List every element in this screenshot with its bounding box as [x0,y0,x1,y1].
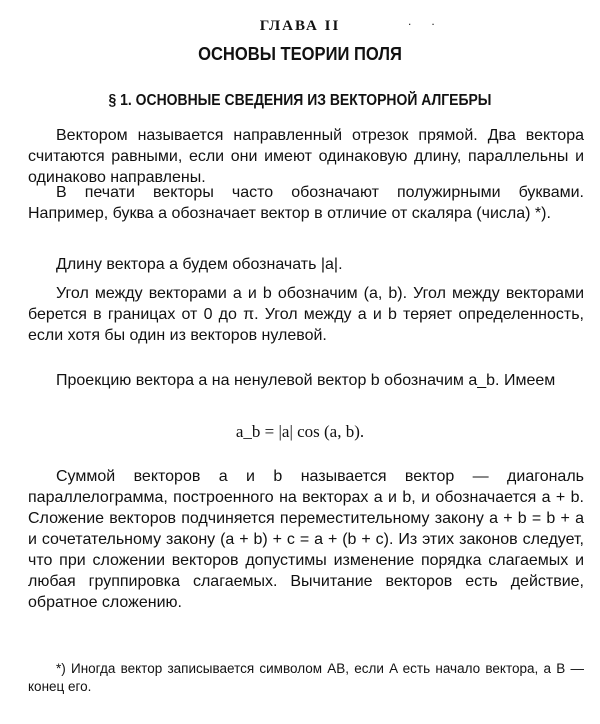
paragraph-text: Длину вектора a будем обозначать |a|. [56,256,343,273]
paragraph-text: В печати векторы часто обозначают полужирными буквами. Например, буква a обозначает вектор в отличие от скаляра (числа) *). [28,184,584,222]
paragraph-notation [28,182,584,224]
paragraph-projection [28,370,584,391]
footnote [28,660,584,696]
footnote-text: *) Иногда вектор записывается символом AB, если A есть начало вектора, а B — конец его. [28,661,584,694]
paragraph-text: Суммой векторов a и b называется вектор — диагональ параллелограмма, построенного на векторах a и b, и обозначается a + b. Сложение векторов подчиняется переместительному закону a + b = b + a и сочетательному закону (a + b) + c = a + (b + c). Из этих законов следует, что при сложении векторов допустимы изменение порядка слагаемых и любая группировка слагаемых. Вычитание векторов есть действие, обратное сложению. [28,468,584,611]
print-specks: . . [408,14,435,28]
section-title: § 1. ОСНОВНЫЕ СВЕДЕНИЯ ИЗ ВЕКТОРНОЙ АЛГЕБРЫ [108,92,492,109]
paragraph-sum [28,466,584,613]
paragraph-text: Угол между векторами a и b обозначим (a, b). Угол между векторами берется в границах от 0 до π. Угол между a и b теряет определенность, если хотя бы один из векторов нулевой. [28,285,584,344]
paragraph-angle [28,283,584,346]
chapter-label: ГЛАВА II [259,18,341,34]
projection-formula: a_b = |a| cos (a, b). [235,422,365,441]
paragraph-text: Вектором называется направленный отрезок прямой. Два вектора считаются равными, если они имеют одинаковую длину, параллельны и одинаково направлены. [28,127,584,186]
chapter-title: ОСНОВЫ ТЕОРИИ ПОЛЯ [198,44,402,64]
paragraph-length [28,254,584,275]
paragraph-vector-definition [28,125,584,188]
paragraph-text: Проекцию вектора a на ненулевой вектор b обозначим a_b. Имеем [56,372,556,389]
